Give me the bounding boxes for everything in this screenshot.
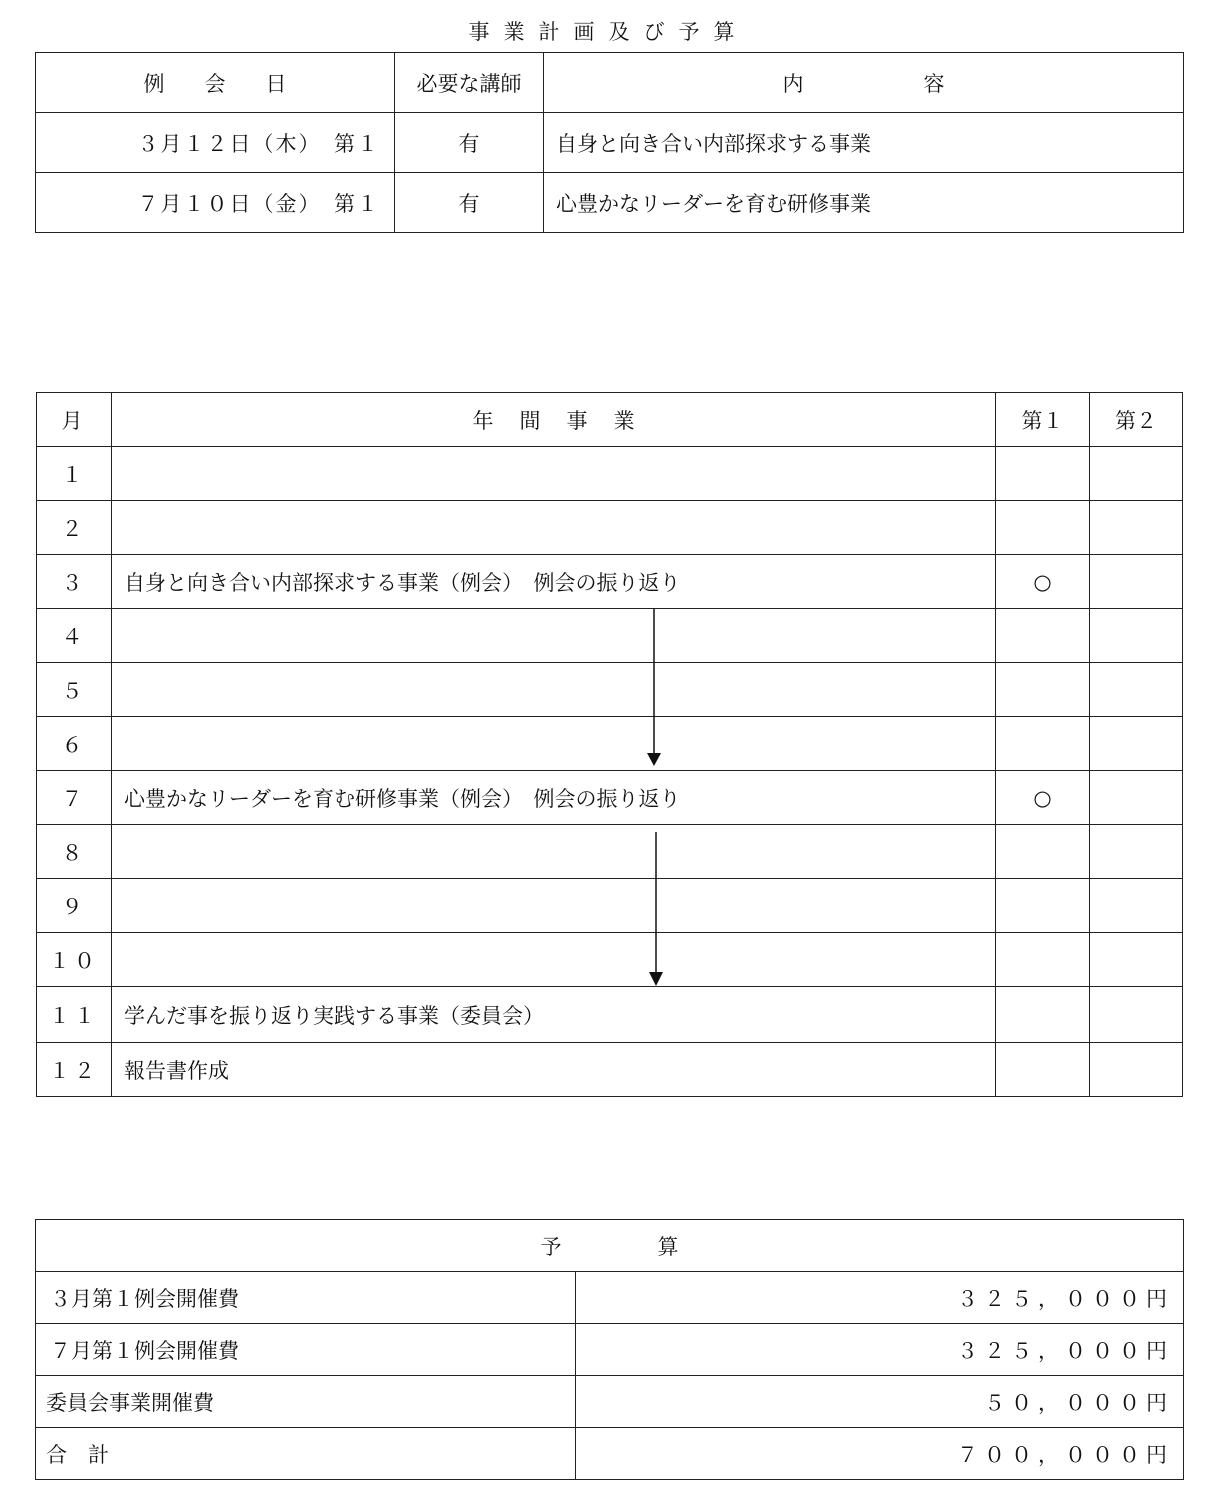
- second-cell: [1090, 555, 1183, 609]
- first-cell: [996, 825, 1090, 879]
- budget-amount: ５０，０００円: [576, 1376, 1184, 1428]
- second-cell: [1090, 879, 1183, 933]
- first-cell: ○: [996, 555, 1090, 609]
- first-cell: [996, 1043, 1090, 1097]
- second-cell: [1090, 609, 1183, 663]
- budget-label: ７月第１例会開催費: [36, 1324, 576, 1376]
- budget-amount: ３２５，０００円: [576, 1272, 1184, 1324]
- meeting-lecturer: 有: [395, 113, 544, 173]
- budget-header: 予算: [36, 1220, 1184, 1272]
- second-cell: [1090, 447, 1183, 501]
- table-row: [37, 555, 1183, 609]
- month-cell: １０: [37, 933, 112, 987]
- month-cell: ３: [37, 555, 112, 609]
- meeting-table: [35, 52, 1184, 233]
- table-row: [37, 987, 1183, 1043]
- first-cell: [996, 609, 1090, 663]
- second-cell: [1090, 717, 1183, 771]
- first-cell: ○: [996, 771, 1090, 825]
- table-row: [37, 663, 1183, 717]
- event-cell: [112, 501, 996, 555]
- month-cell: １: [37, 447, 112, 501]
- meeting-lecturer: 有: [395, 173, 544, 233]
- document-title: 事業計画及び予算: [468, 20, 749, 44]
- first-cell: [996, 717, 1090, 771]
- table-row: [37, 447, 1183, 501]
- budget-total-row: [36, 1428, 1184, 1480]
- table-row: [37, 609, 1183, 663]
- budget-label: ３月第１例会開催費: [36, 1272, 576, 1324]
- first-cell: [996, 663, 1090, 717]
- second-cell: [1090, 771, 1183, 825]
- event-cell: 心豊かなリーダーを育む研修事業（例会） 例会の振り返り: [112, 771, 996, 825]
- event-cell: [112, 717, 996, 771]
- meeting-date: ７月１０日（金） 第１: [36, 173, 395, 233]
- month-cell: ２: [37, 501, 112, 555]
- header-lecturer: 必要な講師: [395, 53, 544, 113]
- month-cell: １２: [37, 1043, 112, 1097]
- budget-total-label: 合 計: [36, 1428, 576, 1480]
- first-cell: [996, 447, 1090, 501]
- budget-total-amount: ７００，０００円: [576, 1428, 1184, 1480]
- month-cell: １１: [37, 987, 112, 1043]
- budget-row: [36, 1376, 1184, 1428]
- table-row: [37, 771, 1183, 825]
- event-cell: [112, 447, 996, 501]
- second-cell: [1090, 1043, 1183, 1097]
- month-cell: ６: [37, 717, 112, 771]
- event-cell: [112, 933, 996, 987]
- header-month: 月: [37, 393, 112, 447]
- month-cell: ７: [37, 771, 112, 825]
- event-cell: 報告書作成: [112, 1043, 996, 1097]
- table-row: [37, 1043, 1183, 1097]
- second-cell: [1090, 663, 1183, 717]
- table-row: [37, 933, 1183, 987]
- header-content: 内容: [544, 53, 1184, 113]
- first-cell: [996, 879, 1090, 933]
- meeting-content: 心豊かなリーダーを育む研修事業: [544, 173, 1184, 233]
- first-cell: [996, 987, 1090, 1043]
- month-cell: ５: [37, 663, 112, 717]
- annual-schedule-table: [36, 392, 1183, 1097]
- meeting-content: 自身と向き合い内部探求する事業: [544, 113, 1184, 173]
- month-cell: ４: [37, 609, 112, 663]
- second-cell: [1090, 825, 1183, 879]
- budget-row: [36, 1272, 1184, 1324]
- first-cell: [996, 501, 1090, 555]
- header-first: 第１: [996, 393, 1090, 447]
- budget-header-row: [36, 1220, 1184, 1272]
- header-date: 例会日: [36, 53, 395, 113]
- meeting-header-row: [36, 53, 1184, 113]
- event-cell: 学んだ事を振り返り実践する事業（委員会）: [112, 987, 996, 1043]
- second-cell: [1090, 501, 1183, 555]
- table-row: [37, 825, 1183, 879]
- header-second: 第２: [1090, 393, 1183, 447]
- event-cell: 自身と向き合い内部探求する事業（例会） 例会の振り返り: [112, 555, 996, 609]
- meeting-row: [36, 113, 1184, 173]
- meeting-row: [36, 173, 1184, 233]
- event-cell: [112, 609, 996, 663]
- table-row: [37, 717, 1183, 771]
- budget-table: [35, 1219, 1184, 1480]
- second-cell: [1090, 933, 1183, 987]
- budget-label: 委員会事業開催費: [36, 1376, 576, 1428]
- event-cell: [112, 663, 996, 717]
- table-row: [37, 879, 1183, 933]
- event-cell: [112, 825, 996, 879]
- budget-row: [36, 1324, 1184, 1376]
- second-cell: [1090, 987, 1183, 1043]
- annual-header-row: [37, 393, 1183, 447]
- meeting-date: ３月１２日（木） 第１: [36, 113, 395, 173]
- table-row: [37, 501, 1183, 555]
- header-event: 年間事業: [112, 393, 996, 447]
- first-cell: [996, 933, 1090, 987]
- event-cell: [112, 879, 996, 933]
- budget-amount: ３２５，０００円: [576, 1324, 1184, 1376]
- month-cell: ９: [37, 879, 112, 933]
- month-cell: ８: [37, 825, 112, 879]
